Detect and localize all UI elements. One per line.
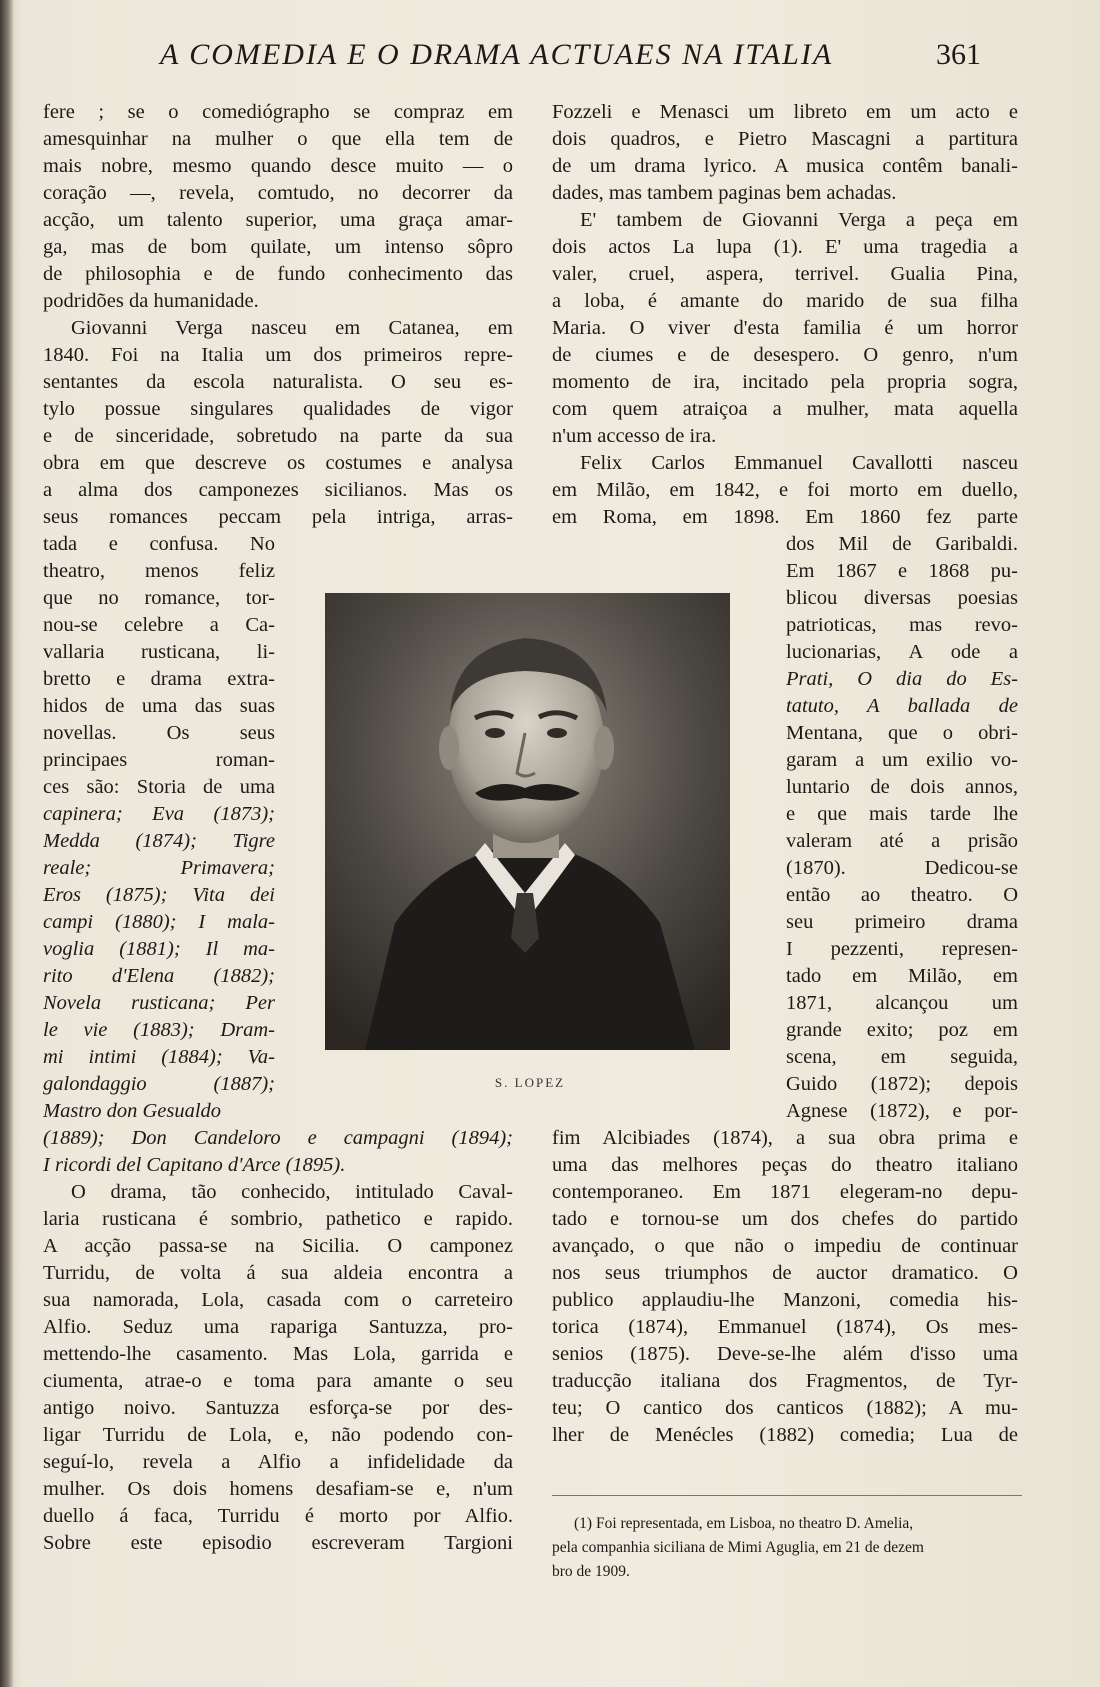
text-line: 1840. Foi na Italia um dos primeiros repre-: [43, 344, 513, 366]
text-line: E' tambem de Giovanni Verga a peça em: [580, 209, 1018, 231]
text-line: dois quadros, e Pietro Mascagni a partitura: [552, 128, 1018, 150]
text-line: em Milão, em 1842, e foi morto em duello,: [552, 479, 1018, 501]
text-line: Novela rusticana; Per: [43, 992, 275, 1014]
text-line: mi intimi (1884); Va-: [43, 1046, 275, 1068]
text-line: tado e tornou-se um dos chefes do partido: [552, 1208, 1018, 1230]
text-line: Agnese (1872), e por-: [786, 1100, 1018, 1122]
text-line: acção, um talento superior, uma graça amar-: [43, 209, 513, 231]
footnote-line: bro de 1909.: [552, 1563, 630, 1580]
text-line: reale; Primavera;: [43, 857, 275, 879]
text-line: teu; O cantico dos canticos (1882); A mu-: [552, 1397, 1018, 1419]
text-line: senios (1875). Deve-se-lhe além d'isso uma: [552, 1343, 1018, 1365]
text-line: seu primeiro drama: [786, 911, 1018, 933]
text-line: 1871, alcançou um: [786, 992, 1018, 1014]
text-line: A acção passa-se na Sicilia. O camponez: [43, 1235, 513, 1257]
text-line: sua namorada, Lola, casada com o carreteiro: [43, 1289, 513, 1311]
text-line: de philosophia e de fundo conhecimento das: [43, 263, 513, 285]
text-line: (1870). Dedicou-se: [786, 857, 1018, 879]
text-line: uma das melhores peças do theatro italiano: [552, 1154, 1018, 1176]
text-line: tada e confusa. No: [43, 533, 275, 555]
text-line: Mastro don Gesualdo: [43, 1100, 222, 1122]
text-line: e de sinceridade, sobretudo na parte da sua: [43, 425, 513, 447]
text-line: Alfio. Seduz uma rapariga Santuzza, pro-: [43, 1316, 513, 1338]
text-line: fere ; se o comediógrapho se compraz em: [43, 101, 513, 123]
text-line: dos Mil de Garibaldi.: [786, 533, 1018, 555]
text-line: que no romance, tor-: [43, 587, 275, 609]
text-line: vallaria rusticana, li-: [43, 641, 275, 663]
text-line: com quem atraiçoa a mulher, mata aquella: [552, 398, 1018, 420]
text-line: Fozzeli e Menasci um libreto em um acto e: [552, 101, 1018, 123]
text-line: luntario de dois annos,: [786, 776, 1018, 798]
text-line: avançado, o que não o impediu de continuar: [552, 1235, 1018, 1257]
text-line: publico applaudiu-lhe Manzoni, comedia his-: [552, 1289, 1018, 1311]
text-line: grande exito; poz em: [786, 1019, 1018, 1041]
portrait-caption: S. LOPEZ: [494, 1075, 566, 1090]
text-line: valer, cruel, aspera, terrivel. Gualia Pina,: [552, 263, 1018, 285]
text-line: em Roma, em 1898. Em 1860 fez parte: [552, 506, 1018, 528]
text-line: de ciumes e de desespero. O genro, n'um: [552, 344, 1018, 366]
text-line: theatro, menos feliz: [43, 560, 275, 582]
text-line: ciumenta, atrae-o e toma para amante o seu: [43, 1370, 513, 1392]
text-line: dois actos La lupa (1). E' uma tragedia a: [552, 236, 1018, 258]
text-line: ces são: Storia de uma: [43, 776, 275, 798]
footnote-line: pela companhia siciliana de Mimi Aguglia, em 21 de dezem: [552, 1539, 924, 1556]
text-line: de um drama lyrico. A musica contêm banali-: [552, 155, 1018, 177]
text-line: antigo noivo. Santuzza esforça-se por des-: [43, 1397, 513, 1419]
text-line: tado em Milão, em: [786, 965, 1018, 987]
text-line: lher de Menécles (1882) comedia; Lua de: [552, 1424, 1018, 1446]
text-line: galondaggio (1887);: [43, 1073, 275, 1095]
text-line: n'um accesso de ira.: [552, 425, 717, 447]
page-number: 361: [936, 38, 981, 71]
portrait-photo: [325, 593, 730, 1050]
running-title: A COMEDIA E O DRAMA ACTUAES NA ITALIA: [160, 38, 834, 71]
text-line: tylo possue singulares qualidades de vigor: [43, 398, 513, 420]
text-line: fim Alcibiades (1874), a sua obra prima e: [552, 1127, 1018, 1149]
text-line: contemporaneo. Em 1871 elegeram-no depu-: [552, 1181, 1018, 1203]
text-line: Giovanni Verga nasceu em Catanea, em: [71, 317, 513, 339]
text-line: a loba, é amante do marido de sua filha: [552, 290, 1018, 312]
text-line: I pezzenti, represen-: [786, 938, 1018, 960]
text-line: nos seus triumphos de auctor dramatico. O: [552, 1262, 1018, 1284]
text-line: amesquinhar na mulher o que ella tem de: [43, 128, 513, 150]
text-line: Mentana, que o obri-: [786, 722, 1018, 744]
text-line: traducção italiana dos Fragmentos, de Tyr-: [552, 1370, 1018, 1392]
text-line: nou-se celebre a Ca-: [43, 614, 275, 636]
text-line: rito d'Elena (1882);: [43, 965, 275, 987]
text-line: campi (1880); I mala-: [43, 911, 275, 933]
text-line: capinera; Eva (1873);: [43, 803, 275, 825]
text-line: scena, em seguida,: [786, 1046, 1018, 1068]
text-line: mulher. Os dois homens desafiam-se e, n'um: [43, 1478, 513, 1500]
text-line: sentantes da escola naturalista. O seu es-: [43, 371, 513, 393]
text-line: Sobre este episodio escreveram Targioni: [43, 1532, 513, 1554]
text-line: blicou diversas poesias: [786, 587, 1018, 609]
text-line: principaes roman-: [43, 749, 275, 771]
text-line: tatuto, A ballada de: [786, 695, 1018, 717]
text-line: O drama, tão conhecido, intitulado Caval-: [71, 1181, 513, 1203]
text-line: ga, mas de bom quilate, um intenso sôpro: [43, 236, 513, 258]
text-line: mais nobre, mesmo quando desce muito — o: [43, 155, 513, 177]
text-line: lucionarias, A ode a: [786, 641, 1018, 663]
portrait-illustration: [325, 593, 730, 1050]
text-line: e que mais tarde lhe: [786, 803, 1018, 825]
text-line: seguí-lo, revela a Alfio a infidelidade da: [43, 1451, 513, 1473]
book-spine-shadow: [0, 0, 14, 1687]
footnote-line: (1) Foi representada, em Lisboa, no theatro D. Amelia,: [574, 1515, 914, 1532]
text-line: Em 1867 e 1868 pu-: [786, 560, 1018, 582]
footnote: [552, 1512, 1017, 1584]
text-line: mettendo-lhe casamento. Mas Lola, garrida e: [43, 1343, 513, 1365]
text-line: voglia (1881); Il ma-: [43, 938, 275, 960]
text-line: duello á faca, Turridu é morto por Alfio.: [43, 1505, 513, 1527]
text-line: le vie (1883); Dram-: [43, 1019, 275, 1041]
text-line: Prati, O dia do Es-: [786, 668, 1018, 690]
text-line: hidos de uma das suas: [43, 695, 275, 717]
text-line: coração —, revela, comtudo, no decorrer da: [43, 182, 513, 204]
text-line: momento de ira, incitado pela propria sogra,: [552, 371, 1018, 393]
text-line: patrioticas, mas revo-: [786, 614, 1018, 636]
text-line: bretto e drama extra-: [43, 668, 275, 690]
text-line: laria rusticana é sombrio, pathetico e rapido.: [43, 1208, 513, 1230]
text-line: Maria. O viver d'esta familia é um horror: [552, 317, 1018, 339]
text-line: Turridu, de volta á sua aldeia encontra a: [43, 1262, 513, 1284]
text-line: (1889); Don Candeloro e campagni (1894);: [43, 1127, 513, 1149]
text-line: I ricordi del Capitano d'Arce (1895).: [43, 1154, 346, 1176]
text-line: garam a um exilio vo-: [786, 749, 1018, 771]
text-line: Felix Carlos Emmanuel Cavallotti nasceu: [580, 452, 1018, 474]
text-line: ligar Turridu de Lola, e, não podendo con-: [43, 1424, 513, 1446]
text-line: a alma dos camponezes sicilianos. Mas os: [43, 479, 513, 501]
text-line: Medda (1874); Tigre: [43, 830, 275, 852]
footnote-rule: [552, 1495, 1022, 1496]
text-line: obra em que descreve os costumes e analysa: [43, 452, 513, 474]
text-line: novellas. Os seus: [43, 722, 275, 744]
text-line: podridões da humanidade.: [43, 290, 259, 312]
text-line: Eros (1875); Vita dei: [43, 884, 275, 906]
text-line: Guido (1872); depois: [786, 1073, 1018, 1095]
text-line: seus romances peccam pela intriga, arras-: [43, 506, 513, 528]
text-line: torica (1874), Emmanuel (1874), Os mes-: [552, 1316, 1018, 1338]
text-line: valeram até a prisão: [786, 830, 1018, 852]
text-line: dades, mas tambem paginas bem achadas.: [552, 182, 897, 204]
text-line: então ao theatro. O: [786, 884, 1018, 906]
